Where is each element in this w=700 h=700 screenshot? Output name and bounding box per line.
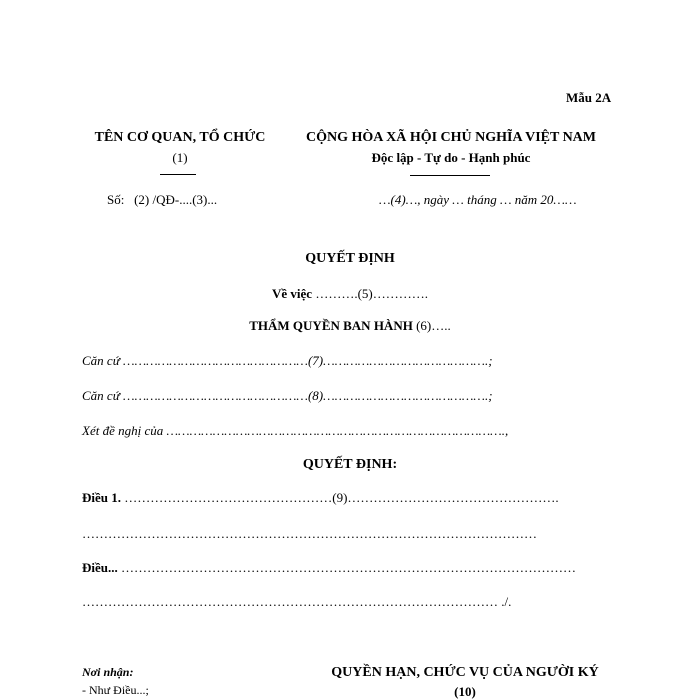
org-underline xyxy=(160,174,196,175)
signer-note: (10) xyxy=(454,684,476,699)
article-label: Điều... xyxy=(82,560,118,575)
document-number xyxy=(107,192,217,208)
authority-label: THẨM QUYỀN BAN HÀNH xyxy=(249,318,413,333)
motto: Độc lập - Tự do - Hạnh phúc xyxy=(371,150,531,165)
article-text: …………………………………………………………………………………………… xyxy=(82,526,537,541)
date-line: …(4)…, ngày … tháng … năm 20…… xyxy=(379,192,577,207)
number-label: Số: xyxy=(107,192,125,207)
recipients-heading: Nơi nhận: xyxy=(82,665,134,679)
article-line xyxy=(82,594,511,610)
subject-line xyxy=(0,286,700,302)
article-label: Điều 1. xyxy=(82,490,121,505)
article-text: …………………………………………………………………………………… ./. xyxy=(82,594,512,609)
proposal-line: Xét đề nghị của ……………………………………………………………………………., xyxy=(82,423,509,438)
article-text: …………………………………………(9)…………………………………………. xyxy=(121,490,559,505)
subject-label: Về việc xyxy=(272,286,313,301)
article-line xyxy=(82,526,537,542)
article-line xyxy=(82,490,559,506)
decision-heading: QUYẾT ĐỊNH: xyxy=(302,457,398,472)
article-text: …………………………………………………………………………………………… xyxy=(117,560,576,575)
org-note: (1) xyxy=(172,150,188,165)
subject-value: ……….(5)…………. xyxy=(312,286,428,301)
country-name: CỘNG HÒA XÃ HỘI CHỦ NGHĨA VIỆT NAM xyxy=(305,130,596,145)
basis-line: Căn cứ …………………………………………(7)…………………………………….; xyxy=(82,353,493,368)
org-name: TÊN CƠ QUAN, TỔ CHỨC xyxy=(94,130,266,145)
document-title: QUYẾT ĐỊNH xyxy=(305,251,395,266)
form-code: Mẫu 2A xyxy=(566,90,612,105)
recipient-item: - Như Điều...; xyxy=(82,683,149,697)
number-value: (2) /QĐ-....(3)... xyxy=(134,192,218,207)
signer-title: QUYỀN HẠN, CHỨC VỤ CỦA NGƯỜI KÝ xyxy=(331,665,599,680)
article-line xyxy=(82,560,576,576)
authority-value: (6)….. xyxy=(412,318,451,333)
motto-underline xyxy=(410,175,490,176)
basis-line: Căn cứ …………………………………………(8)…………………………………….; xyxy=(82,388,493,403)
authority-line xyxy=(0,318,700,334)
